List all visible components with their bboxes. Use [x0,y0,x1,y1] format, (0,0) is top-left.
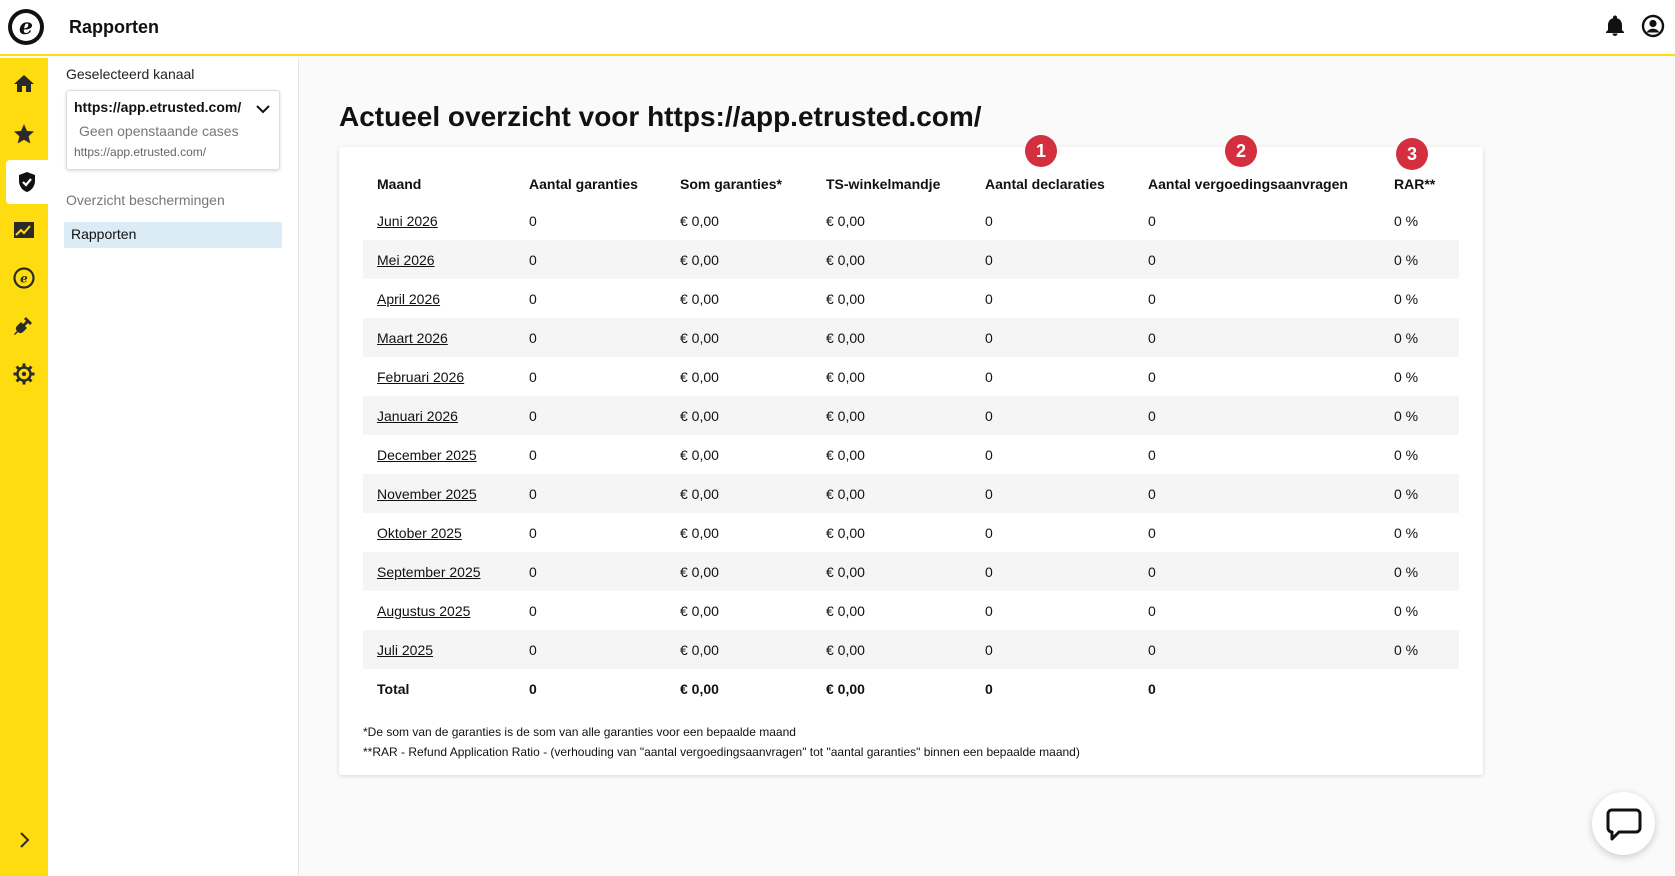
table-row [363,591,1459,630]
plug-icon [12,314,36,338]
nav-insights[interactable] [0,208,48,252]
chart-icon [12,218,36,242]
col-aantal-garanties: Aantal garanties [529,176,638,192]
table-cell: € 0,00 [812,396,971,435]
channel-selector[interactable] [66,90,280,170]
table-cell: € 0,00 [680,602,719,619]
month-link[interactable]: November 2025 [363,474,515,513]
table-cell: 0 [985,368,993,385]
table-header-row [363,167,1459,201]
table-cell: 0 [1134,318,1380,357]
table-cell: 0 [1134,396,1380,435]
table-row [363,279,1459,318]
table-cell: 0 [971,552,1134,591]
table-cell: 0 [529,212,537,229]
open-cases-text: Geen openstaande cases [79,123,239,139]
table-cell: € 0,00 [666,240,812,279]
table-cell: 0 % [1394,524,1419,541]
month-link[interactable]: Juli 2025 [363,630,515,669]
table-row [363,474,1459,513]
col-aantal-vergoedingsaanvragen: Aantal vergoedingsaanvragen [1148,176,1348,192]
nav-reviews[interactable] [0,112,48,156]
table-cell: 0 [1148,212,1156,229]
month-link[interactable]: Maart 2026 [363,318,515,357]
nav-integrations[interactable] [0,304,48,348]
table-cell: 0 [1134,630,1380,669]
total-cell: 0 [1148,680,1156,697]
month-link[interactable]: Januari 2026 [363,396,515,435]
report-table [363,167,1459,708]
annotation-badge-2: 2 [1225,135,1257,167]
table-row [363,240,1459,279]
month-link[interactable]: Augustus 2025 [377,602,471,619]
svg-text:e: e [20,271,28,286]
table-cell: € 0,00 [666,552,812,591]
page-title: Actueel overzicht voor https://app.etrusted.com/ [339,101,982,132]
table-cell: 0 [515,318,666,357]
home-icon [12,72,36,96]
table-cell: 0 [985,446,993,463]
total-cell: 0 [985,680,993,697]
table-cell: 0 [1148,524,1156,541]
table-cell: 0 [985,602,993,619]
table-cell: € 0,00 [666,396,812,435]
table-row [363,357,1459,396]
month-link[interactable]: April 2026 [377,290,441,307]
table-body [363,201,1459,708]
report-card [339,147,1483,775]
table-cell: 0 [985,524,993,541]
channel-url: https://app.etrusted.com/ [74,99,242,115]
table-cell: 0 [515,630,666,669]
account-icon[interactable] [1641,14,1665,38]
table-cell: € 0,00 [826,290,865,307]
link-rapporten[interactable]: Rapporten [64,222,282,248]
table-cell: 0 % [1380,240,1459,279]
nav-rail [0,58,48,876]
table-row [363,318,1459,357]
nav-protection[interactable] [6,160,48,204]
table-cell: € 0,00 [666,474,812,513]
table-cell: 0 % [1380,552,1459,591]
footnote-rar: **RAR - Refund Application Ratio - (verhouding van "aantal vergoedingsaanvragen" tot "aantal garanties" binnen een bepaalde maand) [363,745,1080,759]
table-cell: 0 [1148,368,1156,385]
table-cell: € 0,00 [826,524,865,541]
table-cell: € 0,00 [680,368,719,385]
table-cell: 0 [985,212,993,229]
table-row [363,552,1459,591]
side-panel [48,58,299,876]
table-cell: € 0,00 [680,524,719,541]
table-row [363,435,1459,474]
table-cell: € 0,00 [812,240,971,279]
table-cell: 0 [529,446,537,463]
table-cell: 0 % [1394,212,1419,229]
col-maand: Maand [377,176,422,192]
table-cell: 0 [515,396,666,435]
table-row [363,396,1459,435]
total-cell [1380,669,1459,708]
table-cell: 0 % [1394,290,1419,307]
annotation-badge-3: 3 [1396,138,1428,170]
table-cell: 0 [971,630,1134,669]
table-cell: 0 [971,240,1134,279]
col-rar: RAR** [1394,176,1436,192]
nav-settings[interactable] [0,352,48,396]
app-title: Rapporten [69,16,159,37]
table-cell: 0 % [1394,368,1419,385]
total-cell: 0 [529,680,537,697]
table-cell: 0 [971,318,1134,357]
table-cell: 0 [1134,240,1380,279]
chevron-down-icon [255,101,271,117]
table-cell: € 0,00 [826,602,865,619]
total-cell: € 0,00 [680,680,719,697]
bell-icon[interactable] [1603,14,1627,38]
total-row [363,669,1459,708]
table-cell: 0 % [1380,318,1459,357]
table-cell: 0 [1148,446,1156,463]
month-link[interactable]: Juni 2026 [377,212,438,229]
table-cell: 0 [1148,290,1156,307]
table-cell: 0 [971,474,1134,513]
table-cell: 0 % [1380,630,1459,669]
annotation-badge-1: 1 [1025,135,1057,167]
table-cell: € 0,00 [666,630,812,669]
table-cell: 0 % [1394,446,1419,463]
etrusted-logo[interactable] [8,9,44,45]
table-cell: 0 [529,368,537,385]
channel-sub-url: https://app.etrusted.com/ [74,145,207,159]
table-cell: € 0,00 [826,368,865,385]
expand-nav-button[interactable] [0,818,48,862]
table-cell: 0 [1148,602,1156,619]
table-cell: 0 [1134,552,1380,591]
col-som-garanties: Som garanties* [680,176,782,192]
chat-button[interactable] [1592,792,1655,855]
link-overzicht-beschermingen[interactable]: Overzicht beschermingen [66,192,225,208]
month-link[interactable]: Mei 2026 [363,240,515,279]
star-icon [12,122,36,146]
top-bar [0,0,1675,56]
nav-home[interactable] [0,62,48,106]
table-cell: € 0,00 [812,474,971,513]
table-cell: 0 [529,524,537,541]
month-link[interactable]: September 2025 [363,552,515,591]
table-cell: 0 [515,552,666,591]
table-cell: € 0,00 [812,630,971,669]
table-cell: € 0,00 [680,290,719,307]
selected-channel-label: Geselecteerd kanaal [66,66,195,82]
table-cell: 0 [1134,474,1380,513]
col-aantal-declaraties: Aantal declaraties [985,176,1105,192]
table-cell: 0 % [1380,396,1459,435]
table-cell: 0 [529,290,537,307]
chat-bubble-icon [1604,804,1644,844]
total-label: Total [377,680,410,697]
table-cell: 0 [529,602,537,619]
total-cell: € 0,00 [826,680,865,697]
table-cell: € 0,00 [666,318,812,357]
table-cell: 0 [971,396,1134,435]
table-cell: € 0,00 [812,552,971,591]
chevron-right-icon [14,830,34,850]
gear-icon [12,362,36,386]
table-cell: 0 % [1380,474,1459,513]
table-cell: € 0,00 [680,446,719,463]
col-ts-winkelmandje: TS-winkelmandje [826,176,941,192]
month-link[interactable]: Februari 2026 [377,368,465,385]
nav-etrusted[interactable] [0,256,48,300]
table-cell: € 0,00 [826,446,865,463]
table-cell: 0 [515,474,666,513]
logo-letter: e [12,13,40,41]
table-cell: € 0,00 [680,212,719,229]
month-link[interactable]: Oktober 2025 [377,524,462,541]
table-row [363,630,1459,669]
table-row [363,513,1459,552]
footnote-som: *De som van de garanties is de som van alle garanties voor een bepaalde maand [363,725,796,739]
table-cell: 0 % [1394,602,1419,619]
table-cell: 0 [515,240,666,279]
table-cell: 0 [985,290,993,307]
month-link[interactable]: December 2025 [377,446,477,463]
table-row [363,201,1459,240]
table-cell: € 0,00 [812,318,971,357]
etrusted-icon [12,266,36,290]
shield-check-icon [15,170,39,194]
table-cell: € 0,00 [826,212,865,229]
